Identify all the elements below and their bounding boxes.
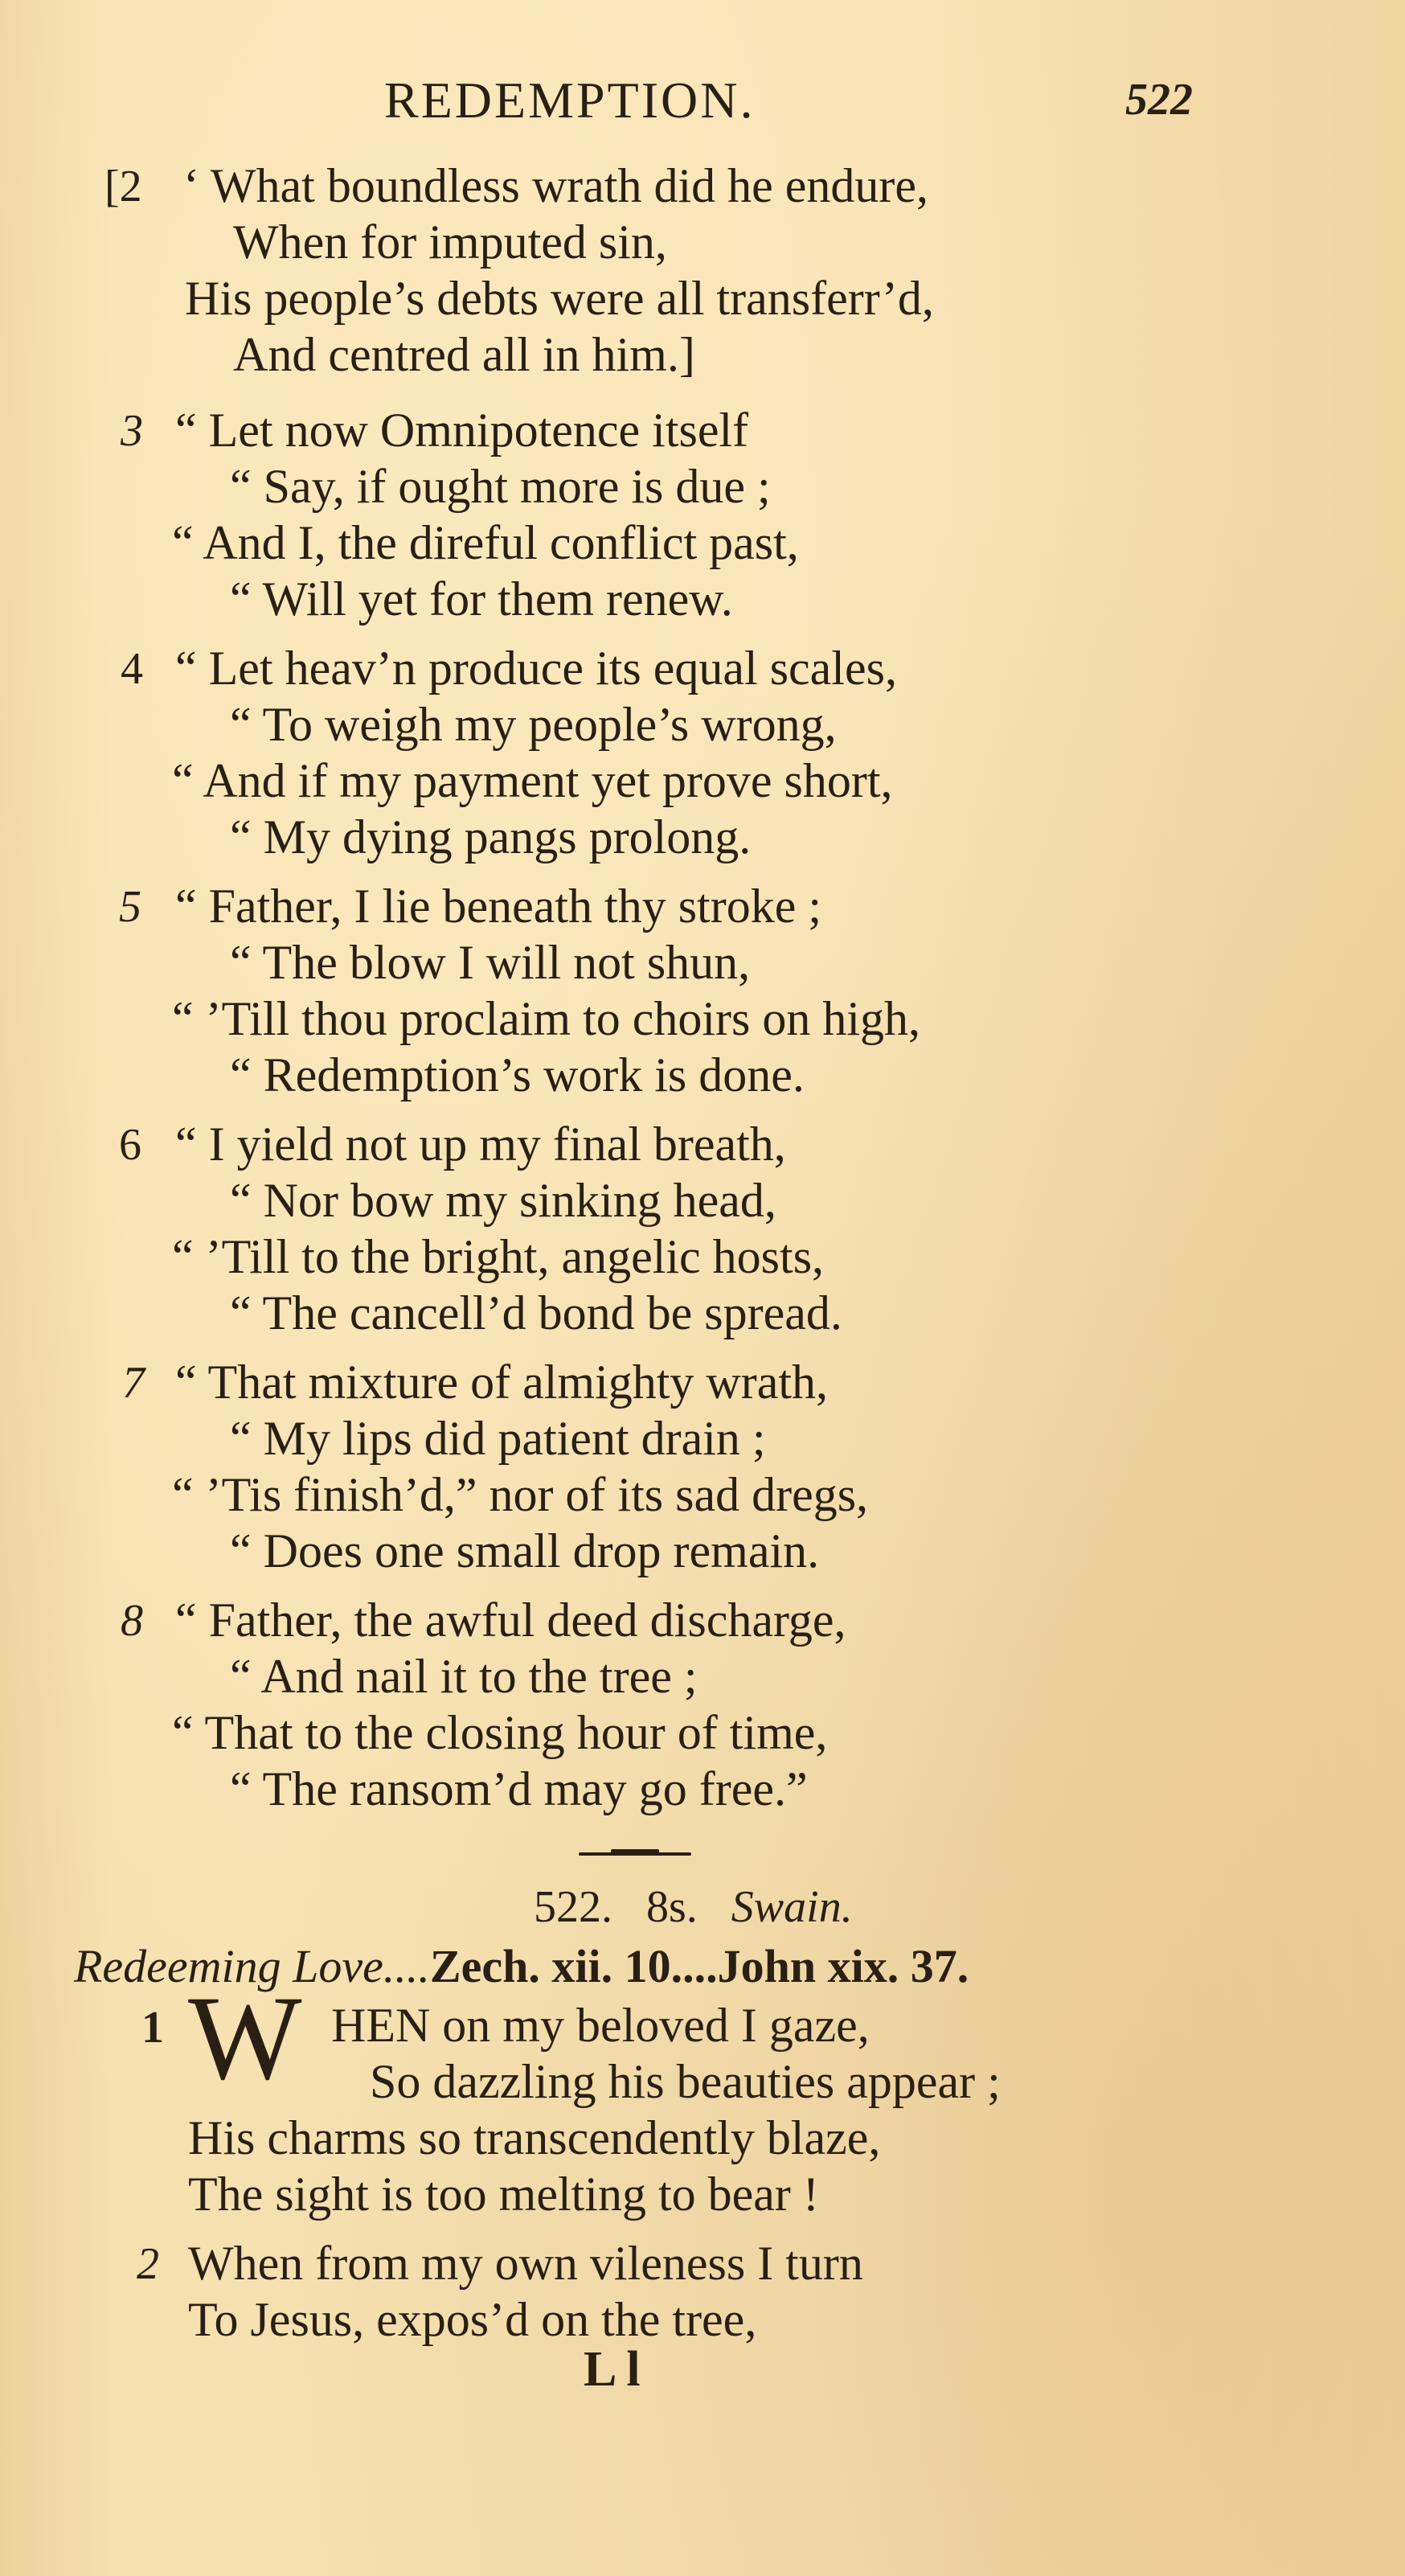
hymn-subject: Redeeming Love.... (74, 1940, 430, 1992)
stanza-number: 5 (119, 882, 141, 932)
verse-line: When for imputed sin, (233, 215, 667, 269)
verse-line: “ That to the closing hour of time, (172, 1706, 828, 1759)
page-number: 522 (1125, 75, 1193, 125)
stanza-number: [2 (104, 162, 142, 211)
verse-line: “ My lips did patient drain ; (230, 1412, 766, 1465)
verse-line: “ My dying pangs prolong. (230, 810, 752, 863)
verse-line: So dazzling his beauties appear ; (370, 2055, 1001, 2108)
verse-line: “ The ransom’d may go free.” (230, 1762, 808, 1815)
verse-line: “ That mixture of almighty wrath, (175, 1356, 829, 1409)
stanza-number: 1 (141, 2003, 164, 2053)
stanza-number: 3 (121, 406, 143, 456)
verse-line: “ ’Till thou proclaim to choirs on high, (172, 992, 921, 1045)
verse-line: “ Redemption’s work is done. (230, 1048, 805, 1101)
signature-mark: L l (584, 2342, 641, 2397)
verse-line: His people’s debts were all transferr’d, (185, 272, 934, 325)
hymn-tune: Swain. (731, 1882, 853, 1932)
verse-line: “ The blow I will not shun, (230, 936, 751, 989)
verse-line: The sight is too melting to bear ! (188, 2168, 819, 2221)
stanza-number: 2 (137, 2239, 159, 2289)
hymn-scripture-refs: Zech. xii. 10....John xix. 37. (429, 1940, 969, 1992)
verse-line: “ And nail it to the tree ; (230, 1650, 698, 1703)
verse-line: And centred all in him.] (233, 328, 695, 381)
verse-line: When from my own vileness I turn (188, 2237, 863, 2290)
verse-line: To Jesus, expos’d on the tree, (188, 2293, 757, 2346)
stanza-number: 4 (121, 644, 143, 694)
drop-cap: W (188, 1971, 302, 2105)
verse-line: “ I yield not up my final breath, (175, 1118, 786, 1171)
hymn-header (534, 1881, 853, 1933)
stanza-number: 7 (122, 1358, 145, 1408)
verse-line: HEN on my beloved I gaze, (331, 1999, 870, 2052)
verse-line: “ Nor bow my sinking head, (230, 1174, 776, 1227)
hymn-number: 522. (534, 1882, 612, 1932)
running-head-title: REDEMPTION. (384, 72, 756, 129)
verse-line: “ And if my payment yet prove short, (172, 754, 893, 807)
verse-line: “ And I, the direful conflict past, (172, 516, 799, 569)
verse-line: “ Let heav’n produce its equal scales, (175, 642, 897, 695)
verse-line: “ Say, if ought more is due ; (230, 460, 771, 513)
verse-line: ‘ What boundless wrath did he endure, (183, 159, 928, 212)
stanza-number: 6 (119, 1120, 141, 1170)
verse-line: “ Let now Omnipotence itself (175, 404, 749, 457)
verse-line: His charms so transcendently blaze, (188, 2111, 881, 2164)
verse-line: “ Father, I lie beneath thy stroke ; (175, 880, 821, 933)
verse-line: “ Will yet for them renew. (230, 572, 733, 626)
verse-line: “ The cancell’d bond be spread. (230, 1286, 842, 1339)
verse-line: “ ’Tis finish’d,” nor of its sad dregs, (172, 1468, 869, 1521)
verse-line: “ ’Till to the bright, angelic hosts, (172, 1230, 825, 1283)
section-divider-swell (611, 1849, 659, 1856)
verse-line: “ Does one small drop remain. (230, 1524, 820, 1577)
stanza-number: 8 (121, 1596, 143, 1646)
verse-line: “ Father, the awful deed discharge, (175, 1594, 846, 1647)
verse-line: “ To weigh my people’s wrong, (230, 698, 837, 751)
hymn-meter: 8s. (646, 1882, 698, 1932)
